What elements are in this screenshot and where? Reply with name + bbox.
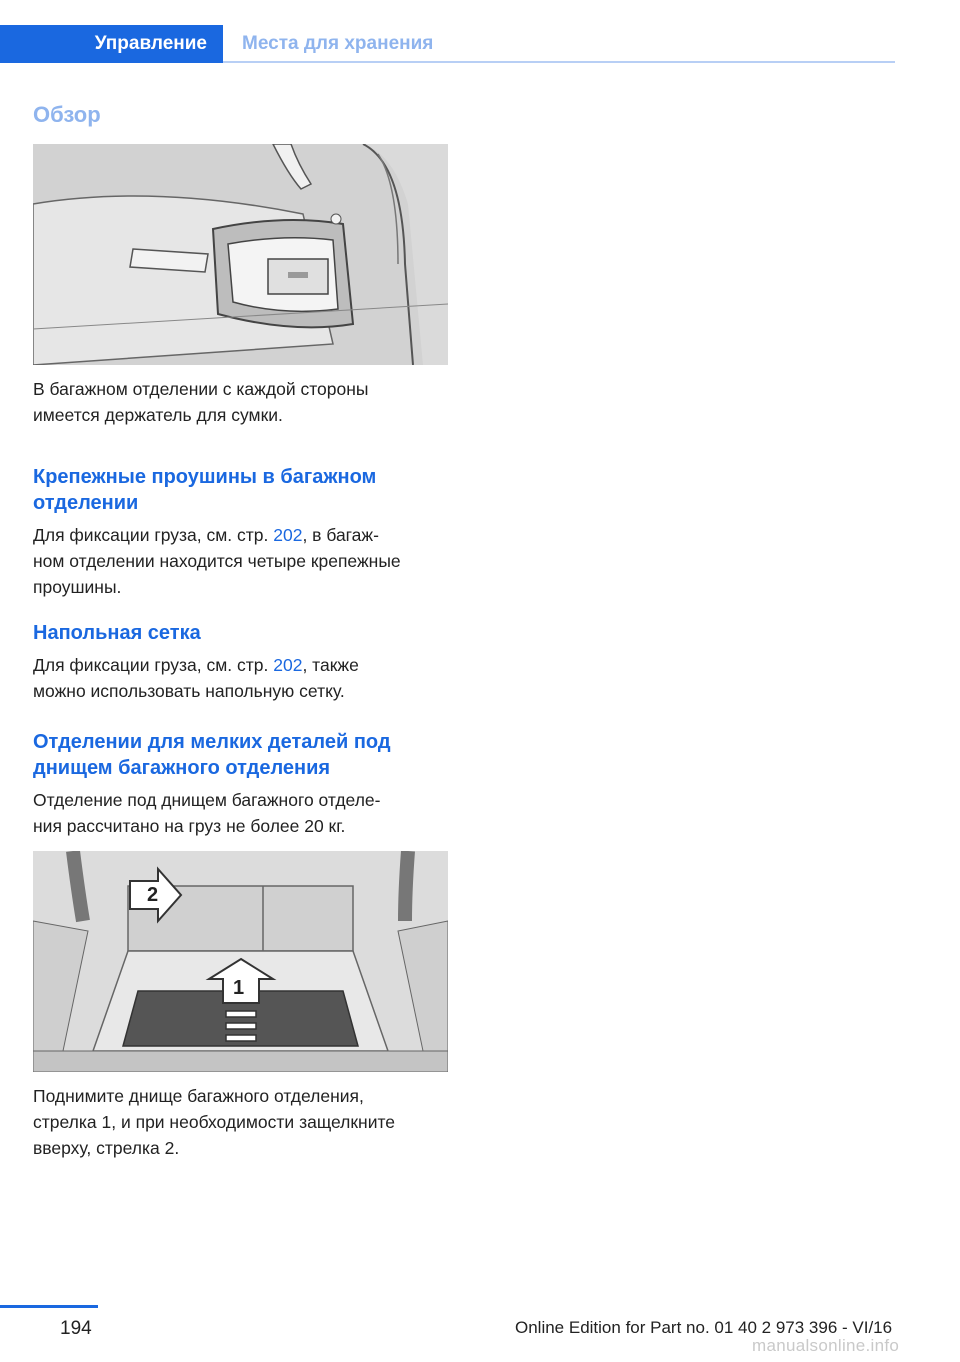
anchors-text-prefix: Для фиксации груза, см. стр.	[33, 525, 274, 545]
subsection-tab[interactable]: Места для хранения	[242, 33, 434, 54]
trunk-side-illustration	[33, 144, 448, 365]
footer-rule	[0, 1305, 98, 1308]
page-number: 194	[60, 1318, 92, 1339]
page-header	[0, 25, 895, 63]
underfloor-text-line-1: Отделение под днищем багажного отделе-	[33, 790, 381, 810]
trunk-floor-figure	[33, 851, 448, 1072]
anchors-title-line-1: Крепежные проушины в багажном	[33, 466, 377, 488]
caption-line-1: Поднимите днище багажного отделения,	[33, 1086, 364, 1106]
arrow-label-2: 2	[147, 884, 159, 906]
edition-text: Online Edition for Part no. 01 40 2 973 396 - VI/16	[515, 1318, 893, 1337]
section-tab[interactable]: Управление	[0, 25, 223, 63]
page-link-202[interactable]: 202	[273, 525, 303, 545]
underfloor-text-line-2: ния рассчитано на груз не более 20 кг.	[33, 816, 346, 836]
anchors-text-line-3: проушины.	[33, 577, 122, 597]
underfloor-title-line-1: Отделении для мелких деталей под	[33, 731, 391, 753]
trunk-floor-illustration	[33, 851, 448, 1072]
net-title: Напольная сетка	[33, 622, 201, 644]
watermark: manualsonline.info	[752, 1336, 900, 1355]
caption-line-3: вверху, стрелка 2.	[33, 1138, 180, 1158]
page-link-202[interactable]: 202	[273, 655, 303, 675]
header-divider	[223, 61, 895, 63]
overview-text-line-2: имеется держатель для сумки.	[33, 405, 283, 425]
net-text-suffix: , также	[302, 655, 359, 675]
anchors-title-line-2: отделении	[33, 492, 139, 514]
underfloor-title-line-2: днищем багажного отделения	[33, 757, 331, 779]
net-text-line-2: можно использовать напольную сетку.	[33, 681, 345, 701]
net-text-prefix: Для фиксации груза, см. стр.	[33, 655, 274, 675]
anchors-text-line-1	[33, 522, 453, 548]
anchors-text-suffix: , в багаж-	[302, 525, 379, 545]
anchors-text-line-2: ном отделении находится четыре крепежные	[33, 551, 401, 571]
caption-line-2: стрелка 1, и при необходимости защелкните	[33, 1112, 396, 1132]
overview-title: Обзор	[33, 102, 101, 127]
trunk-side-figure	[33, 144, 448, 365]
net-text-line-1	[33, 652, 453, 678]
arrow-label-1: 1	[233, 977, 245, 999]
overview-text-line-1: В багажном отделении с каждой стороны	[33, 379, 369, 399]
